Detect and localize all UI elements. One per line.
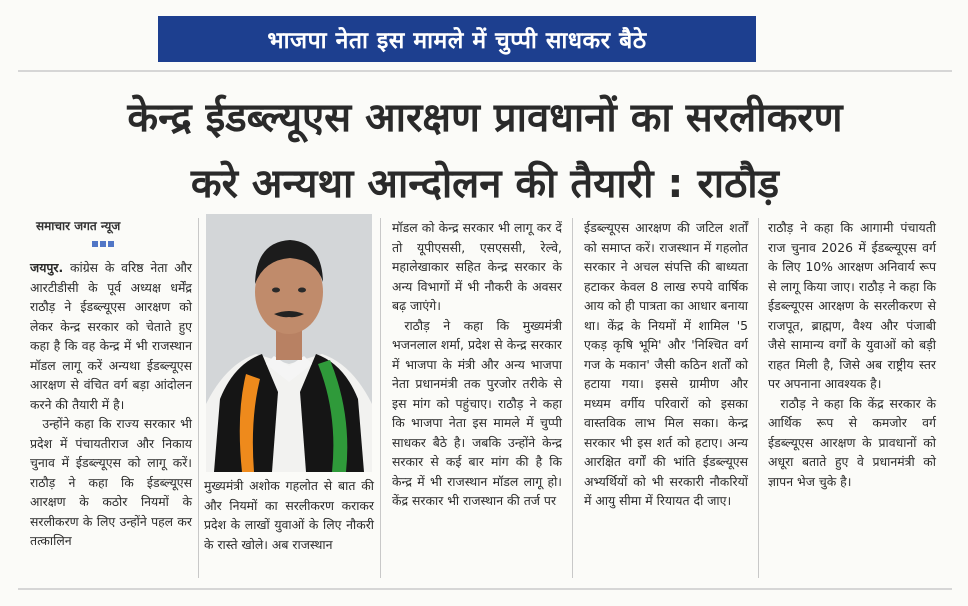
article-column-5 [768,218,936,491]
paragraph: राठौड़ ने कहा कि आगामी पंचायती राज चुनाव 2026 में ईडब्ल्यूएस वर्ग के लिए 10% आरक्षण अनिवार्य रूप से लागू किया जाए। राठौड़ ने कहा कि ईडब्ल्यूएस आरक्षण के सरलीकरण से राजपूत, ब्राह्मण, वैश्य और पंजाबी जैसे सामान्य वर्गों के युवाओं को बड़ी राहत मिली है, जिसे अब राष्ट्रीय स्तर पर अपनाना आवश्यक है। [768,220,936,391]
headline-line-1: केन्द्र ईडब्ल्यूएस आरक्षण प्रावधानों का सरलीकरण [127,95,843,141]
dateline: जयपुर. [30,260,64,275]
article-column-4 [584,218,748,511]
headline-line-2: करे अन्यथा आन्दोलन की तैयारी : राठौड़ [190,161,780,207]
byline-marker-icon [92,241,114,247]
column-rule [198,218,199,578]
paragraph: कांग्रेस के वरिष्ठ नेता और आरटीडीसी के पूर्व अध्यक्ष धर्मेंद्र राठौड़ ने ईडब्ल्यूएस आरक्षण को लेकर केन्द्र सरकार को चेताते हुए कहा है कि वह केन्द्र में भी राजस्थान मॉडल लागू करें अन्यथा ईडब्ल्यूएस आरक्षण से वंचित वर्ग बड़ा आंदोलन करने की तैयारी में है। [30,260,192,412]
top-divider [18,70,952,72]
paragraph: राठौड़ ने कहा कि केंद्र सरकार के आर्थिक रूप से कमजोर वर्ग ईडब्ल्यूएस आरक्षण के प्रावधानों को अधूरा बताते हुए वे प्रधानमंत्री को ज्ञापन भेज चुके है। [768,395,936,489]
portrait-photo [206,214,372,472]
column-rule [572,218,573,578]
banner-strap: भाजपा नेता इस मामले में चुप्पी साधकर बैठे [158,16,756,62]
paragraph: मॉडल को केन्द्र सरकार भी लागू कर दें तो यूपीएससी, एसएससी, रेल्वे, महालेखाकार सहित केन्द्र सरकार के अन्य विभागों में भी नौकरी के अवसर बढ़ जाएंगे। [392,220,562,313]
photo-caption: मुख्यमंत्री अशोक गहलोत से बात की और नियमों का सरलीकरण कराकर प्रदेश के लाखों युवाओं के लिए नौकरी के रास्ते खोले। अब राजस्थान [204,478,374,552]
article-column-3 [392,218,562,511]
column-rule [758,218,759,578]
paragraph: उन्होंने कहा कि राज्य सरकार भी प्रदेश में पंचायतीराज और निकाय चुनाव में ईडब्ल्यूएस को लागू करें। राठौड़ ने कहा कि ईडब्ल्यूएस आरक्षण के कठोर नियमों के सरलीकरण के लिए उन्होंने पहल कर तत्कालिन [30,416,192,548]
byline: समाचार जगत न्यूज [36,219,121,233]
paragraph: ईडब्ल्यूएस आरक्षण की जटिल शर्तों को समाप्त करें। राजस्थान में गहलोत सरकार ने अचल संपत्ति की बाध्यता हटाकर केवल 8 लाख रुपये वार्षिक आय को ही पात्रता का आधार बनाया था। केंद्र के नियमों में शामिल '5 एकड़ कृषि भूमि' और 'निश्चित वर्ग गज के मकान' जैसी कठिन शर्तों को हटाया गया। इससे ग्रामीण और मध्यम वर्गीय परिवारों को इसका वास्तविक लाभ मिल सका। केन्द्र सरकार भी इस शर्त को हटाए। अन्य आरक्षित वर्गों की भांति ईडब्ल्यूएस अभ्यर्थियों को भी सरकारी नौकरियों में आयु सीमा में रियायत दी जाए। [584,220,748,508]
column-rule [380,218,381,578]
article-column-1 [30,258,192,551]
paragraph: राठौड़ ने कहा कि मुख्यमंत्री भजनलाल शर्मा, प्रदेश से केन्द्र सरकार में भाजपा के मंत्री और अन्य भाजपा नेता प्रधानमंत्री तक पुरजोर तरीके से इस मांग को पहुंचाए। राठौड़ ने कहा कि भाजपा नेता इस मामले में चुप्पी साधकर बैठे है। जबकि उन्होंने केन्द्र सरकार से कई बार मांग की है कि केन्द्र में भी राजस्थान मॉडल लागू हो। केंद्र सरकार भी राजस्थान की तर्ज पर [392,317,562,508]
bottom-divider [18,588,952,590]
